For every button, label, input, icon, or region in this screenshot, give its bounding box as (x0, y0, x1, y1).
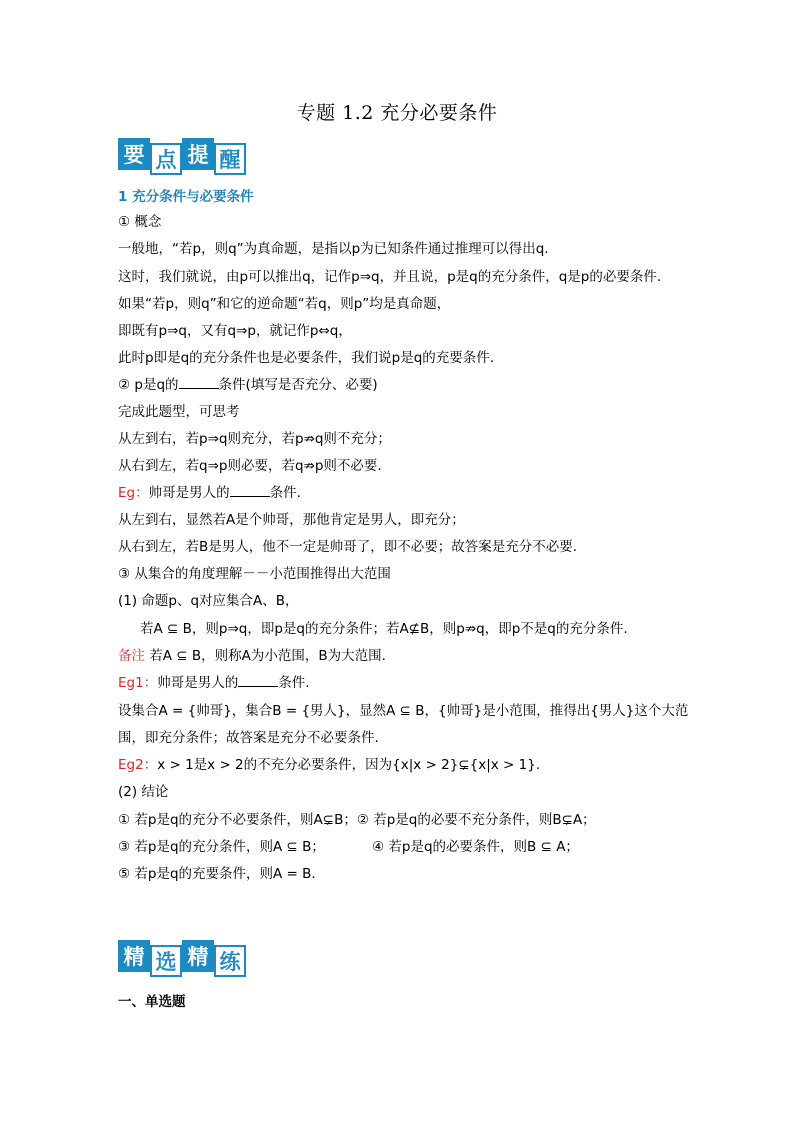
badge-char: 要 (118, 138, 150, 170)
text-span: 帅哥是男人的 (148, 485, 230, 501)
text-span: 条件(填写是否充分、必要) (218, 377, 378, 393)
text-line: (1) 命题p、q对应集合A、B， (118, 593, 299, 609)
text-line: ① 若p是q的充分不必要条件，则A⊊B；② 若p是q的必要不充分条件，则B⊊A； (118, 812, 596, 828)
text-line: 即既有p⇒q，又有q⇒p，就记作p⇔q， (118, 323, 352, 339)
text-line: ③ 若p是q的充分条件，则A ⊆ B； (118, 839, 325, 855)
text-line (118, 484, 301, 502)
badge-char: 精 (118, 940, 150, 972)
text-line: 这时，我们就说，由p可以推出q，记作p⇒q，并且说，p是q的充分条件，q是p的必要条件. (118, 269, 662, 285)
section-heading: 1 充分条件与必要条件 (118, 189, 254, 205)
text-line: 从左到右，若p⇒q则充分，若p⇏q则不充分； (118, 431, 391, 447)
fill-blank (179, 376, 219, 389)
text-line: 如果“若p，则q”和它的逆命题“若q，则p”均是真命题， (118, 296, 451, 312)
example-label: Eg2： (118, 757, 158, 773)
text-line (118, 756, 540, 774)
text-line: 从左到右，显然若A是个帅哥，那他肯定是男人，即充分； (118, 512, 465, 528)
badge-char: 选 (150, 945, 182, 977)
example-label: Eg1： (118, 675, 158, 691)
text-line: ① 概念 (118, 214, 162, 230)
text-line: 此时p即是q的充分条件也是必要条件，我们说p是q的充要条件. (118, 350, 495, 366)
text-line: 围，即充分条件；故答案是充分不必要条件. (118, 730, 379, 746)
text-line: 设集合A = {帅哥}，集合B = {男人}，显然A ⊆ B，{帅哥}是小范围，推得出{男人}这个大范 (118, 703, 689, 719)
text-line: 从右到左，若B是男人，他不一定是帅哥了，即不必要；故答案是充分不必要. (118, 539, 578, 555)
practice-badge (118, 940, 246, 976)
badge-char: 精 (182, 940, 214, 972)
badge-char: 醒 (214, 143, 246, 175)
text-line: 一般地，“若p，则q”为真命题，是指以p为已知条件通过推理可以得出q. (118, 241, 549, 257)
text-span: 条件. (278, 675, 310, 691)
text-span: ② p是q的 (118, 377, 179, 393)
text-line: ⑤ 若p是q的充要条件，则A = B. (118, 866, 316, 882)
text-span: 帅哥是男人的 (157, 675, 239, 691)
text-line: 完成此题型，可思考 (118, 404, 240, 420)
badge-char: 点 (150, 143, 182, 175)
fill-blank (230, 484, 270, 497)
text-line: ④ 若p是q的必要条件，则B ⊆ A； (372, 839, 579, 855)
text-line: ③ 从集合的角度理解－－小范围推得出大范围 (118, 566, 391, 582)
page-title: 专题 1.2 充分必要条件 (296, 102, 498, 124)
text-span: 若A ⊆ B，则称A为小范围，B为大范围. (145, 648, 386, 664)
example-label: Eg： (118, 485, 149, 501)
badge-char: 提 (182, 138, 214, 170)
text-line (118, 376, 378, 394)
text-span: x > 1是x > 2的不充分必要条件，因为{x|x > 2}⊊{x|x > 1}. (157, 757, 541, 773)
fill-blank (238, 674, 278, 687)
text-line: 从右到左，若q⇒p则必要，若q⇏p则不必要. (118, 458, 382, 474)
text-span: 条件. (269, 485, 301, 501)
text-line: (2) 结论 (118, 784, 169, 800)
badge-char: 练 (214, 945, 246, 977)
text-line (118, 647, 386, 665)
note-label: 备注 (118, 648, 145, 664)
key-points-badge (118, 138, 246, 174)
text-line: 若A ⊆ B，则p⇒q，即p是q的充分条件；若A⊈B，则p⇏q，即p不是q的充分条件. (140, 621, 628, 637)
section-heading: 一、单选题 (118, 994, 186, 1010)
text-line (118, 674, 310, 692)
